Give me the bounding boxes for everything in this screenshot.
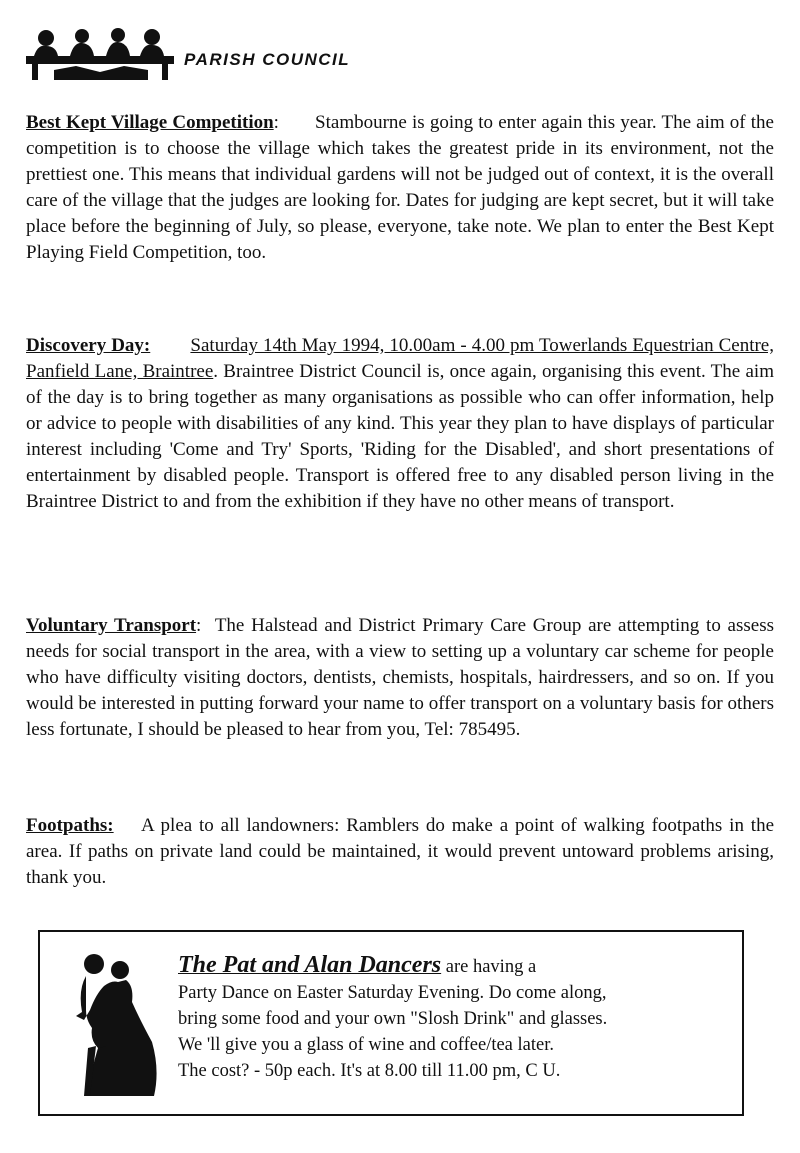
notice-line-text: are having a — [441, 957, 537, 977]
section-body: The Halstead and District Primary Care Group are attempting to assess needs for social transport in the area, with a view to setting up a voluntary car scheme for people who have difficulty visiting doctors, dentists, chemists, hospitals, hairdressers, and so on. If you would be interested in putting forward your name to offer transport on a voluntary basis for others less fortunate, I should be pleased to hear from you, Tel: 785495. — [26, 615, 775, 740]
section-heading: Best Kept Village Competition — [26, 112, 274, 133]
section-body: . Braintree District Council is, once again, organising this event. The aim of the day is to bring together as many organisations as possible who can offer information, help or advice to people with disabilities of any kind. This year they plan to have displays of particular interest including 'Come and Try' Sports, 'Riding for the Disabled', and short presentations of entertainment by disabled people. Transport is offered free to any disabled person living in the Braintree District to and from the exhibition if they have no other means of transport. — [26, 361, 774, 512]
page-title: PARISH COUNCIL — [184, 50, 351, 69]
dance-notice-box — [38, 930, 744, 1116]
notice-line: We 'll give you a glass of wine and coffee/tea later. — [178, 1035, 554, 1055]
section-heading: Discovery Day: — [26, 335, 151, 356]
heading-suffix: : — [273, 112, 279, 133]
heading-suffix: : — [196, 615, 202, 636]
section-heading: Voluntary Transport — [26, 615, 197, 636]
section-discovery-day — [26, 333, 774, 515]
notice-line: The cost? - 50p each. It's at 8.00 till 11.00 pm, C U. — [178, 1061, 561, 1081]
notice-line: bring some food and your own "Slosh Drink" and glasses. — [178, 1009, 608, 1029]
section-voluntary-transport — [26, 613, 774, 743]
notice-line: Party Dance on Easter Saturday Evening. Do come along, — [178, 983, 607, 1003]
section-best-kept-village — [26, 110, 774, 266]
notice-text — [178, 952, 728, 1084]
notice-line — [178, 952, 728, 980]
header — [24, 26, 424, 82]
event-details: Saturday 14th May 1994, 10.00am - 4.00 pm Towerlands Equestrian Centre, Panfield Lane, Braintree — [26, 335, 774, 382]
section-heading: Footpaths: — [26, 815, 114, 836]
section-body: A plea to all landowners: Ramblers do make a point of walking footpaths in the area. If paths on private land could be maintained, it would prevent untoward problems arising, thank you. — [26, 815, 775, 888]
dance-group-name: The Pat and Alan Dancers — [178, 952, 442, 978]
section-body: Stambourne is going to enter again this year. The aim of the competition is to choose the village which takes the greatest pride in its environment, not the prettiest one. This means that individual gardens will not be judged out of context, it is the overall care of the village that the judges are looking for. Dates for judging are kept secret, but it will take place before the beginning of July, so please, everyone, take note. We plan to enter the Best Kept Playing Field Competition, too. — [26, 112, 774, 263]
dancing-couple-icon — [56, 950, 166, 1098]
people-at-table-logo-icon — [24, 26, 176, 82]
section-footpaths — [26, 813, 774, 891]
